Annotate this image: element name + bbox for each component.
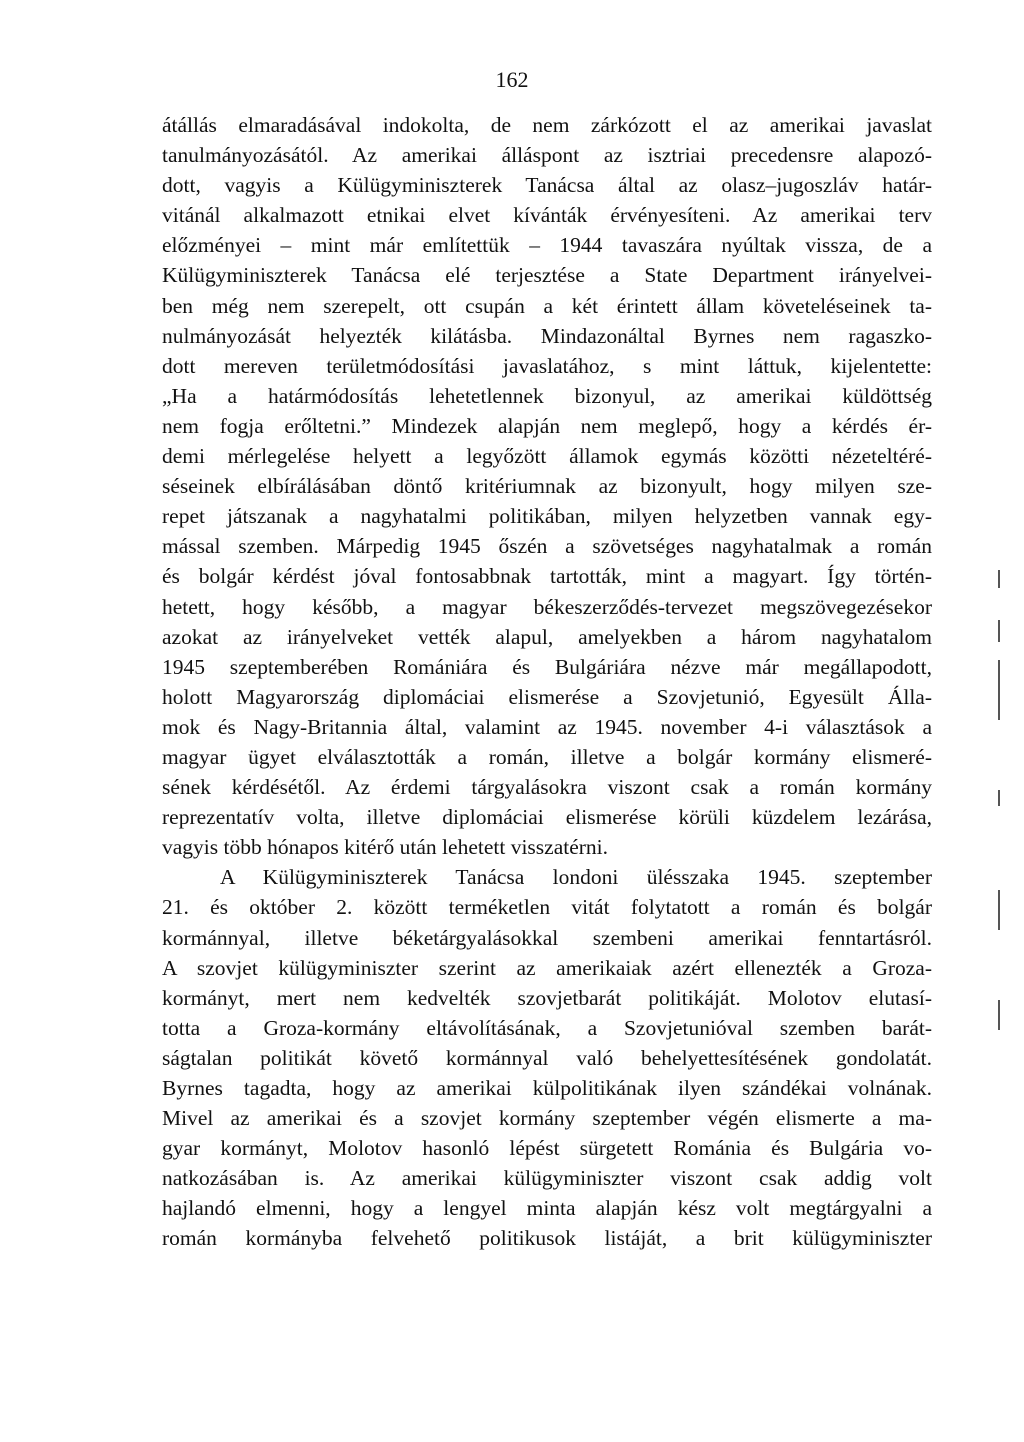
text-line: hajlandó elmenni, hogy a lengyel minta alapján kész volt megtárgyalni a (162, 1196, 932, 1221)
text-line: repet játszanak a nagyhatalmi politikában, milyen helyzetben vannak egy- (162, 504, 932, 529)
text-line: A Külügyminiszterek Tanácsa londoni ülésszaka 1945. szeptember (220, 865, 932, 890)
page-number: 162 (495, 67, 529, 92)
scan-mark (998, 1000, 1000, 1030)
text-line: demi mérlegelése helyett a legyőzött államok egymás közötti nézeteltéré- (162, 444, 932, 469)
text-line: sének kérdésétől. Az érdemi tárgyalásokra viszont csak a román kormány (162, 775, 932, 800)
text-line: kormányt, mert nem kedvelték szovjetbarát politikáját. Molotov elutasí- (162, 985, 932, 1010)
text-line: dott, vagyis a Külügyminiszterek Tanácsa által az olasz–jugoszláv határ- (162, 173, 932, 198)
margin-scan-marks (994, 560, 1006, 1060)
text-line: séseinek elbírálásában döntő kritériumnak az bizonyult, hogy milyen sze- (162, 474, 932, 499)
body-text (162, 110, 932, 1254)
text-line: nem fogja erőltetni.” Mindezek alapján nem meglepő, hogy a kérdés ér- (162, 413, 932, 438)
text-line: átállás elmaradásával indokolta, de nem zárkózott el az amerikai javaslat (162, 113, 932, 137)
text-line: azokat az irányelveket vették alapul, amelyekben a három nagyhatalom (162, 624, 932, 649)
text-line: Mivel az amerikai és a szovjet kormány szeptember végén elismerte a ma- (162, 1106, 932, 1131)
text-line: natkozásában is. Az amerikai külügyminiszter viszont csak addig volt (162, 1166, 932, 1191)
text-line: Byrnes tagadta, hogy az amerikai külpolitikának ilyen szándékai volnának. (162, 1076, 932, 1100)
text-line: reprezentatív volta, illetve diplomáciai elismerése körüli küzdelem lezárása, (162, 805, 932, 830)
text-line: totta a Groza-kormány eltávolításának, a Szovjetunióval szemben barát- (162, 1015, 932, 1040)
scan-mark (998, 620, 1000, 642)
text-line: előzményei – mint már említettük – 1944 tavaszára nyúltak vissza, de a (162, 233, 932, 258)
text-line: nulmányozását helyezték kilátásba. Mindazonáltal Byrnes nem ragaszko- (162, 323, 932, 348)
paragraph-2 (162, 862, 932, 1253)
text-line: gyar kormányt, Molotov hasonló lépést sürgetett Románia és Bulgária vo- (162, 1136, 932, 1161)
text-line: 1945 szeptemberében Romániára és Bulgáriára nézve már megállapodott, (162, 654, 932, 679)
text-line: 21. és október 2. között terméketlen vitát folytatott a román és bolgár (162, 895, 932, 920)
text-line: és bolgár kérdést jóval fontosabbnak tartották, mint a magyart. Így történ- (162, 564, 932, 589)
text-line: vagyis több hónapos kitérő után lehetett visszatérni. (162, 835, 609, 860)
text-line: mok és Nagy-Britannia által, valamint az 1945. november 4-i választások a (162, 714, 932, 739)
text-line: holott Magyarország diplomáciai elismerése a Szovjetunió, Egyesült Álla- (162, 684, 932, 709)
text-line: román kormányba felvehető politikusok listáját, a brit külügyminiszter (162, 1226, 932, 1251)
text-line: mással szemben. Márpedig 1945 őszén a szövetséges nagyhatalmak a román (162, 534, 932, 559)
text-line: kormánnyal, illetve béketárgyalásokkal szembeni amerikai fenntartásról. (162, 925, 932, 950)
scan-mark (998, 790, 1000, 806)
scan-mark (998, 570, 1000, 588)
scan-mark (998, 660, 1000, 720)
text-line: hetett, hogy később, a magyar békeszerződés-tervezet megszövegezésekor (162, 594, 932, 619)
text-line: Külügyminiszterek Tanácsa elé terjesztése a State Department irányelvei- (162, 263, 932, 288)
text-line: magyar ügyet elválasztották a román, illetve a bolgár kormány elismeré- (162, 744, 932, 769)
text-line: tanulmányozásától. Az amerikai álláspont az isztriai precedensre alapozó- (162, 143, 932, 168)
text-line: ben még nem szerepelt, ott csupán a két érintett állam követeléseinek ta- (162, 293, 932, 318)
text-line: vitánál alkalmazott etnikai elvet kívánták érvényesíteni. Az amerikai terv (162, 203, 932, 228)
text-line: dott mereven területmódosítási javaslatához, s mint láttuk, kijelentette: (162, 353, 932, 378)
text-line: „Ha a határmódosítás lehetetlennek bizonyul, az amerikai küldöttség (162, 383, 932, 408)
text-line: A szovjet külügyminiszter szerint az amerikaiak azért ellenezték a Groza- (162, 955, 932, 980)
scan-mark (998, 890, 1000, 930)
paragraph-1 (162, 110, 932, 862)
text-line: ságtalan politikát követő kormánnyal való behelyettesítésének gondolatát. (162, 1045, 932, 1070)
